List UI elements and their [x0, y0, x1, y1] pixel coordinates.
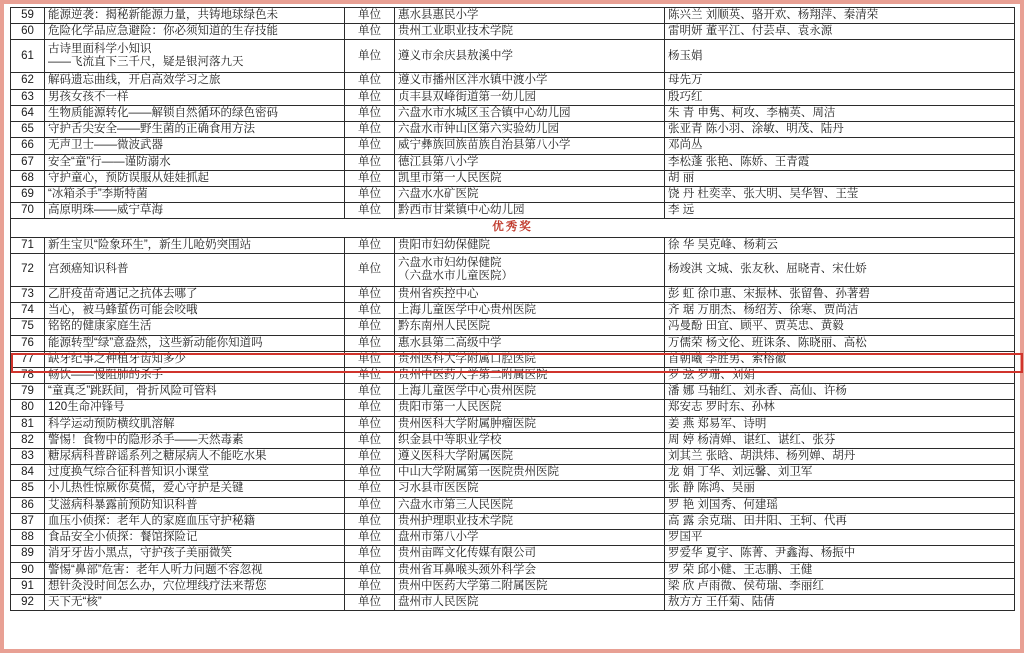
row-title: 能源逆袭：揭秘新能源力量，共铸地球绿色未 [45, 8, 345, 24]
row-authors: 冯曼酚 田宜、顾平、贾英忠、黄毅 [665, 319, 1015, 335]
row-number: 64 [11, 105, 45, 121]
table-row [11, 203, 1015, 219]
row-unit: 单位 [345, 595, 395, 611]
row-number: 61 [11, 40, 45, 73]
row-number: 92 [11, 595, 45, 611]
row-title: 想针灸没时间怎么办，穴位埋线疗法来帮您 [45, 578, 345, 594]
row-unit: 单位 [345, 286, 395, 302]
row-authors: 龙 娟 丁华、刘远馨、刘卫军 [665, 465, 1015, 481]
row-organization: 六盘水市钟山区第六实验幼儿园 [395, 122, 665, 138]
row-organization: 上海儿童医学中心贵州医院 [395, 303, 665, 319]
row-unit: 单位 [345, 8, 395, 24]
row-authors: 饶 丹 杜奕幸、张大明、吴华智、王莹 [665, 186, 1015, 202]
row-unit: 单位 [345, 416, 395, 432]
row-number: 91 [11, 578, 45, 594]
row-title: 新生宝贝“险象环生”，新生儿呛奶突围站 [45, 237, 345, 253]
row-authors: 彭 虹 徐巾惠、宋振林、张留鲁、孙著碧 [665, 286, 1015, 302]
table-row [11, 24, 1015, 40]
table-row [11, 40, 1015, 73]
row-organization: 贵州中医药大学第二附属医院 [395, 367, 665, 383]
table-row [11, 73, 1015, 89]
table-row [11, 367, 1015, 383]
row-unit: 单位 [345, 367, 395, 383]
row-organization: 贵州亩晖文化传媒有限公司 [395, 546, 665, 562]
row-number: 68 [11, 170, 45, 186]
row-title: 警惕“鼻部”危害：老年人听力问题不容忽视 [45, 562, 345, 578]
row-title: 科学运动预防横纹肌溶解 [45, 416, 345, 432]
row-number: 74 [11, 303, 45, 319]
row-authors: 李松蓬 张艳、陈娇、王青霞 [665, 154, 1015, 170]
row-title: 小儿热性惊厥你莫慌，爱心守护是关键 [45, 481, 345, 497]
row-organization: 中山大学附属第一医院贵州医院 [395, 465, 665, 481]
row-number: 79 [11, 384, 45, 400]
row-unit: 单位 [345, 122, 395, 138]
row-authors: 雷明妍 董平江、付芸卓、袁永源 [665, 24, 1015, 40]
row-unit: 单位 [345, 432, 395, 448]
table-row [11, 400, 1015, 416]
row-unit: 单位 [345, 578, 395, 594]
row-authors: 罗 艳 刘国秀、何建瑶 [665, 497, 1015, 513]
row-organization: 遵义医科大学附属医院 [395, 449, 665, 465]
row-authors: 潘 娜 马轴红、刘永香、高仙、许杨 [665, 384, 1015, 400]
row-organization: 黔东南州人民医院 [395, 319, 665, 335]
row-unit: 单位 [345, 384, 395, 400]
row-number: 65 [11, 122, 45, 138]
table-row [11, 335, 1015, 351]
row-organization: 威宁彝族回族苗族自治县第八小学 [395, 138, 665, 154]
row-number: 82 [11, 432, 45, 448]
row-number: 88 [11, 530, 45, 546]
row-title: 艾滋病科暴露前预防知识科普 [45, 497, 345, 513]
row-title: 守护舌尖安全——野生菌的正确食用方法 [45, 122, 345, 138]
row-number: 69 [11, 186, 45, 202]
row-authors: 罗 荣 邱小健、王志鹏、王健 [665, 562, 1015, 578]
table-body [11, 8, 1015, 611]
row-organization: 织金县中等职业学校 [395, 432, 665, 448]
section-label: 优秀奖 [11, 219, 1015, 237]
row-authors: 徐 华 吴克峰、杨莉云 [665, 237, 1015, 253]
row-organization: 黔西市甘棠镇中心幼儿园 [395, 203, 665, 219]
table-row [11, 186, 1015, 202]
row-organization: 上海儿童医学中心贵州医院 [395, 384, 665, 400]
row-title: “冰箱杀手”李斯特菌 [45, 186, 345, 202]
row-unit: 单位 [345, 170, 395, 186]
row-authors: 张亚青 陈小羽、涂敏、明茂、陆丹 [665, 122, 1015, 138]
row-number: 85 [11, 481, 45, 497]
row-title: 守护童心，预防误服从娃娃抓起 [45, 170, 345, 186]
row-organization: 贵州省耳鼻喉头颈外科学会 [395, 562, 665, 578]
table-row [11, 384, 1015, 400]
row-organization: 遵义市余庆县敖溪中学 [395, 40, 665, 73]
row-unit: 单位 [345, 497, 395, 513]
row-unit: 单位 [345, 105, 395, 121]
row-number: 78 [11, 367, 45, 383]
row-number: 73 [11, 286, 45, 302]
row-organization: 贵州医科大学附属口腔医院 [395, 351, 665, 367]
row-organization: 贵州医科大学附属肿瘤医院 [395, 416, 665, 432]
table-row [11, 286, 1015, 302]
row-organization: 惠水县第二高级中学 [395, 335, 665, 351]
row-unit: 单位 [345, 24, 395, 40]
row-number: 72 [11, 253, 45, 286]
row-unit: 单位 [345, 481, 395, 497]
table-row [11, 122, 1015, 138]
row-authors: 胡 丽 [665, 170, 1015, 186]
row-number: 87 [11, 513, 45, 529]
row-organization: 凯里市第一人民医院 [395, 170, 665, 186]
table-row [11, 89, 1015, 105]
row-authors: 齐 琚 万朋杰、杨绍芳、徐寒、贾尚洁 [665, 303, 1015, 319]
row-number: 84 [11, 465, 45, 481]
row-organization: 六盘水水矿医院 [395, 186, 665, 202]
row-unit: 单位 [345, 73, 395, 89]
table-row [11, 546, 1015, 562]
row-authors: 杨竣淇 文城、张友秋、屈晓青、宋仕娇 [665, 253, 1015, 286]
row-title: 食品安全小侦探：餐馆探险记 [45, 530, 345, 546]
award-list-table [10, 7, 1015, 611]
row-authors: 罗爱华 夏宇、陈菁、尹鑫海、杨振中 [665, 546, 1015, 562]
row-unit: 单位 [345, 530, 395, 546]
row-organization: 盘州市第八小学 [395, 530, 665, 546]
row-number: 90 [11, 562, 45, 578]
table-row [11, 319, 1015, 335]
row-unit: 单位 [345, 335, 395, 351]
row-number: 75 [11, 319, 45, 335]
row-number: 83 [11, 449, 45, 465]
row-authors: 陈兴兰 刘顺英、骆开欢、杨翔萍、秦清荣 [665, 8, 1015, 24]
row-organization: 贵阳市第一人民医院 [395, 400, 665, 416]
row-unit: 单位 [345, 319, 395, 335]
row-title: 宫颈癌知识科普 [45, 253, 345, 286]
row-authors: 罗国平 [665, 530, 1015, 546]
row-organization: 德江县第八小学 [395, 154, 665, 170]
row-unit: 单位 [345, 154, 395, 170]
row-unit: 单位 [345, 138, 395, 154]
row-unit: 单位 [345, 513, 395, 529]
table-row [11, 562, 1015, 578]
table-row [11, 8, 1015, 24]
row-organization: 贵州中医药大学第二附属医院 [395, 578, 665, 594]
row-title: 生物质能源转化——解锁自然循环的绿色密码 [45, 105, 345, 121]
row-number: 86 [11, 497, 45, 513]
row-organization: 贵州工业职业技术学院 [395, 24, 665, 40]
row-title: 能源转型“绿”意盎然，这些新动能你知道吗 [45, 335, 345, 351]
row-title: 男孩女孩不一样 [45, 89, 345, 105]
row-title: 糖尿病科普辟谣系列之糖尿病人不能吃水果 [45, 449, 345, 465]
table-row [11, 432, 1015, 448]
row-number: 81 [11, 416, 45, 432]
row-authors: 邓尚丛 [665, 138, 1015, 154]
row-unit: 单位 [345, 89, 395, 105]
row-title: 古诗里面科学小知识 ——飞流直下三千尺，疑是银河落九天 [45, 40, 345, 73]
row-organization: 遵义市播州区泮水镇中渡小学 [395, 73, 665, 89]
row-unit: 单位 [345, 400, 395, 416]
row-number: 70 [11, 203, 45, 219]
table-row [11, 449, 1015, 465]
table-row [11, 253, 1015, 286]
row-number: 60 [11, 24, 45, 40]
row-authors: 李 远 [665, 203, 1015, 219]
row-title: 消牙牙齿小黑点，守护孩子美丽微笑 [45, 546, 345, 562]
row-authors: 殷巧红 [665, 89, 1015, 105]
row-organization: 六盘水市水城区玉合镇中心幼儿园 [395, 105, 665, 121]
row-number: 76 [11, 335, 45, 351]
row-unit: 单位 [345, 465, 395, 481]
row-authors: 朱 青 申隽、柯攻、李楠英、周洁 [665, 105, 1015, 121]
row-number: 80 [11, 400, 45, 416]
table-row [11, 138, 1015, 154]
row-authors: 张 静 陈鸿、吴丽 [665, 481, 1015, 497]
table-row [11, 465, 1015, 481]
row-unit: 单位 [345, 303, 395, 319]
row-organization: 贵州护理职业技术学院 [395, 513, 665, 529]
table-row [11, 303, 1015, 319]
row-title: 警惕！食物中的隐形杀手——天然毒素 [45, 432, 345, 448]
row-title: 铭铭的健康家庭生活 [45, 319, 345, 335]
row-number: 63 [11, 89, 45, 105]
row-unit: 单位 [345, 40, 395, 73]
section-header-row [11, 219, 1015, 237]
row-authors: 首朝曦 李胜男、索榕徽 [665, 351, 1015, 367]
row-organization: 六盘水市第三人民医院 [395, 497, 665, 513]
row-title: 解码遗忘曲线，开启高效学习之旅 [45, 73, 345, 89]
row-number: 66 [11, 138, 45, 154]
row-authors: 刘其兰 张晗、胡洪炜、杨列婵、胡丹 [665, 449, 1015, 465]
row-title: 高原明珠——威宁草海 [45, 203, 345, 219]
row-authors: 万儒荣 杨文伦、班诛条、陈晓丽、高松 [665, 335, 1015, 351]
row-organization: 盘州市人民医院 [395, 595, 665, 611]
table-row [11, 595, 1015, 611]
row-title: 120生命冲锋号 [45, 400, 345, 416]
table-row [11, 481, 1015, 497]
row-title: 缺牙纪事之种植牙齿知多少 [45, 351, 345, 367]
row-authors: 姜 燕 郑易军、诗明 [665, 416, 1015, 432]
row-authors: 罗 弦 罗珊、刘娟 [665, 367, 1015, 383]
row-authors: 杨玉娟 [665, 40, 1015, 73]
table-row [11, 578, 1015, 594]
row-title: 乙肝疫苗奇遇记之抗体去哪了 [45, 286, 345, 302]
table-row [11, 416, 1015, 432]
row-number: 62 [11, 73, 45, 89]
row-organization: 贞丰县双峰街道第一幼儿园 [395, 89, 665, 105]
table-row [11, 154, 1015, 170]
row-number: 71 [11, 237, 45, 253]
row-unit: 单位 [345, 186, 395, 202]
row-unit: 单位 [345, 562, 395, 578]
table-row [11, 497, 1015, 513]
row-unit: 单位 [345, 237, 395, 253]
row-title: 畅饮——慢阻肺的杀手 [45, 367, 345, 383]
row-number: 59 [11, 8, 45, 24]
table-row [11, 351, 1015, 367]
row-organization: 六盘水市妇幼保健院 （六盘水市儿童医院） [395, 253, 665, 286]
row-authors: 高 露 余克瑞、田井阳、王轲、代再 [665, 513, 1015, 529]
row-unit: 单位 [345, 253, 395, 286]
row-organization: 贵阳市妇幼保健院 [395, 237, 665, 253]
table-row [11, 513, 1015, 529]
row-title: 血压小侦探：老年人的家庭血压守护秘籍 [45, 513, 345, 529]
row-title: 危险化学品应急避险：你必须知道的生存技能 [45, 24, 345, 40]
row-unit: 单位 [345, 546, 395, 562]
row-organization: 习水县市医医院 [395, 481, 665, 497]
row-authors: 母先万 [665, 73, 1015, 89]
row-authors: 敖方方 王仟菊、陆倩 [665, 595, 1015, 611]
row-unit: 单位 [345, 351, 395, 367]
row-organization: 惠水县惠民小学 [395, 8, 665, 24]
table-row [11, 170, 1015, 186]
row-number: 89 [11, 546, 45, 562]
row-title: 安全“童”行——谨防溺水 [45, 154, 345, 170]
row-title: 无声卫士——微波武器 [45, 138, 345, 154]
row-authors: 郑安志 罗时东、孙林 [665, 400, 1015, 416]
row-unit: 单位 [345, 449, 395, 465]
row-title: 过度换气综合征科普知识小课堂 [45, 465, 345, 481]
row-number: 67 [11, 154, 45, 170]
row-unit: 单位 [345, 203, 395, 219]
row-title: 当心，被马蜂蜇伤可能会咬哦 [45, 303, 345, 319]
row-authors: 梁 欣 卢雨微、侯苟瑞、李丽红 [665, 578, 1015, 594]
row-title: 天下无“核” [45, 595, 345, 611]
table-row [11, 105, 1015, 121]
row-authors: 周 婷 杨清婵、谌红、谌红、张芬 [665, 432, 1015, 448]
row-title: “童真乏”跳跃间，骨折风险可管料 [45, 384, 345, 400]
table-row [11, 237, 1015, 253]
row-number: 77 [11, 351, 45, 367]
table-row [11, 530, 1015, 546]
row-organization: 贵州省疾控中心 [395, 286, 665, 302]
